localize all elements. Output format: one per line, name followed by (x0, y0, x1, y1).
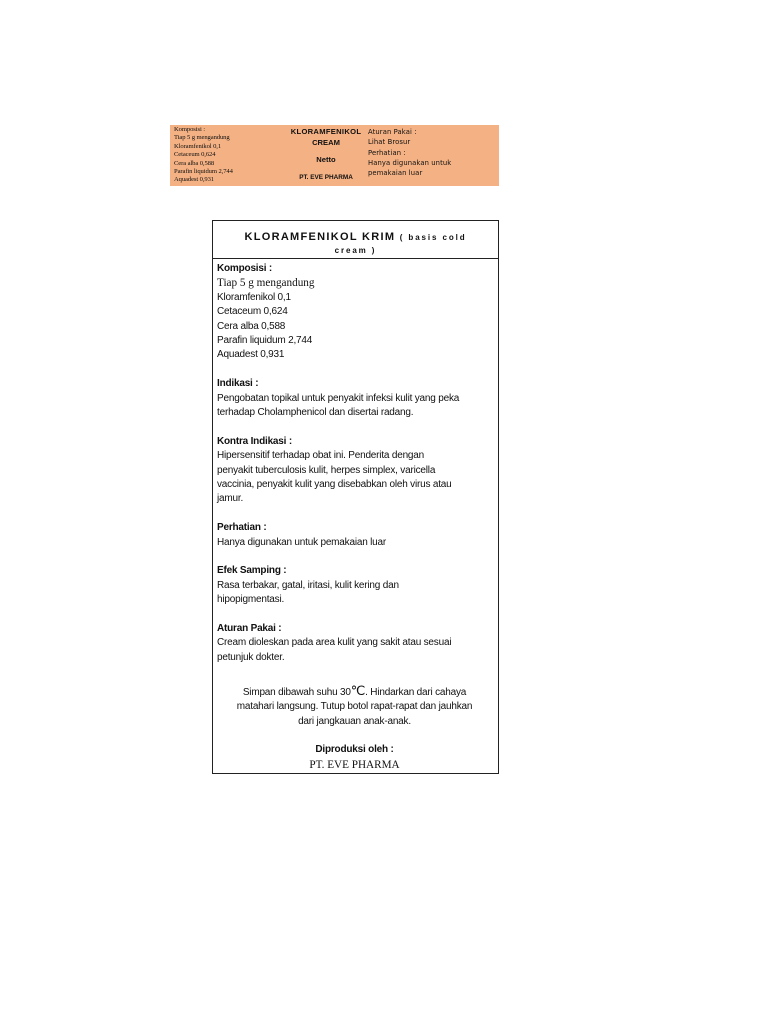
label-composition (174, 126, 280, 185)
komposisi-item: Cera alba 0,588 (217, 320, 286, 332)
brochure-subtitle-part2: cream ) (334, 246, 377, 255)
brochure-subtitle-part1: ( basis cold (399, 233, 467, 242)
label-product-form: CREAM (312, 138, 340, 147)
komposisi-item: Aquadest 0,931 (217, 349, 285, 361)
komposisi-item: Kloramfenikol 0,1 (217, 291, 291, 303)
kontra-indikasi-line: vaccinia, penyakit kulit yang disebabkan oleh virus atau (217, 479, 452, 491)
label-composition-line: Cetaceum 0,624 (174, 151, 216, 159)
aturan-pakai-line: petunjuk dokter. (217, 651, 285, 663)
storage-line-1-suffix: . Hindarkan dari cahaya (365, 686, 467, 698)
brochure-body (213, 259, 498, 772)
storage-line-2: matahari langsung. Tutup botol rapat-rapat dan jauhkan (236, 701, 473, 713)
label-composition-line: Aquadest 0,931 (174, 176, 214, 184)
label-instructions (368, 127, 496, 178)
section-heading-efek-samping: Efek Samping : (217, 565, 287, 577)
label-instruction-line: Lihat Brosur (368, 138, 411, 147)
label-composition-line: Cera alba 0,588 (174, 159, 215, 167)
storage-line-1 (217, 684, 492, 700)
produced-by-heading: Diproduksi oleh : (315, 744, 394, 756)
brochure-title-line (213, 231, 498, 244)
indikasi-line: terhadap Cholamphenicol dan disertai radang. (217, 407, 414, 419)
section-heading-perhatian: Perhatian : (217, 522, 267, 534)
brochure-header (213, 221, 498, 259)
label-composition-line: Komposisi : (174, 126, 205, 133)
section-heading-aturan-pakai: Aturan Pakai : (217, 623, 282, 635)
label-composition-line: Parafin liquidum 2,744 (174, 168, 233, 176)
aturan-pakai-line: Cream dioleskan pada area kulit yang sakit atau sesuai (217, 637, 452, 649)
kontra-indikasi-line: jamur. (217, 493, 244, 505)
kontra-indikasi-line: Hipersensitif terhadap obat ini. Penderita dengan (217, 450, 425, 462)
label-product-block (278, 127, 374, 183)
label-instruction-line: Aturan Pakai : (368, 128, 417, 136)
label-instruction-line: Perhatian : (368, 148, 406, 157)
degree-celsius-symbol: ℃ (350, 682, 366, 698)
section-heading-komposisi: Komposisi : (217, 263, 273, 274)
komposisi-first-line: Tiap 5 g mengandung (217, 277, 315, 290)
kontra-indikasi-line: penyakit tuberculosis kulit, herpes simplex, varicella (217, 464, 436, 476)
perhatian-line: Hanya digunakan untuk pemakaian luar (217, 536, 387, 548)
label-netto: Netto (316, 155, 336, 164)
section-heading-indikasi: Indikasi : (217, 378, 259, 390)
storage-instructions (217, 684, 492, 729)
product-brochure (212, 220, 499, 774)
label-instruction-line: Hanya digunakan untuk (368, 158, 452, 167)
label-composition-line: Kloramfenikol 0,1 (174, 142, 222, 150)
produced-by-name: PT. EVE PHARMA (309, 758, 400, 771)
label-product-name: KLORAMFENIKOL (290, 127, 362, 136)
label-composition-line: Tiap 5 g mengandung (174, 134, 230, 142)
label-instruction-line: pemakaian luar (368, 169, 423, 178)
efek-samping-line: hipopigmentasi. (217, 594, 285, 606)
section-heading-kontra-indikasi: Kontra Indikasi : (217, 435, 292, 447)
indikasi-line: Pengobatan topikal untuk penyakit infeksi kulit yang peka (217, 392, 460, 404)
komposisi-item: Cetaceum 0,624 (217, 306, 288, 318)
komposisi-item: Parafin liquidum 2,744 (217, 335, 313, 347)
brochure-title: KLORAMFENIKOL KRIM (244, 231, 396, 243)
storage-line-3: dari jangkauan anak-anak. (298, 715, 411, 727)
storage-line-1-prefix: Simpan dibawah suhu 30 (242, 686, 351, 698)
product-label (170, 125, 499, 186)
efek-samping-line: Rasa terbakar, gatal, iritasi, kulit kering dan (217, 579, 399, 591)
label-manufacturer: PT. EVE PHARMA (299, 174, 353, 181)
